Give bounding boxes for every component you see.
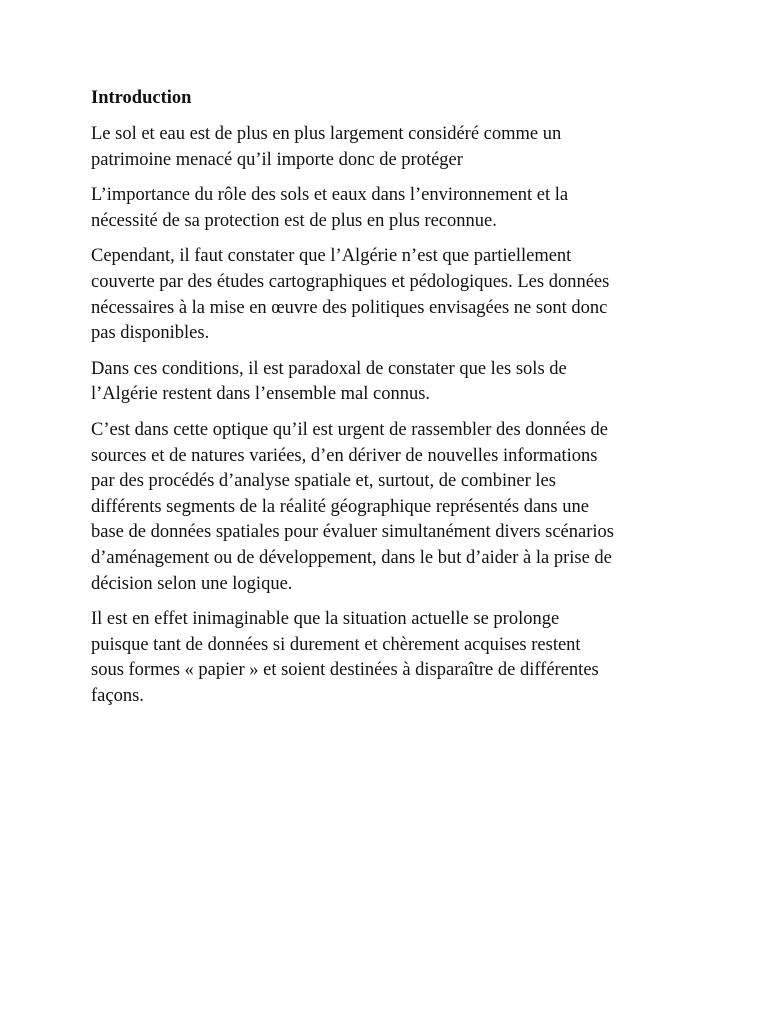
paragraph-line: différents segments de la réalité géographique représentés dans une: [91, 496, 589, 517]
paragraph-line: couverte par des études cartographiques et pédologiques. Les données: [91, 271, 610, 292]
document-body: [91, 86, 681, 719]
paragraph-line: sous formes « papier » et soient destinées à disparaître de différentes: [91, 660, 599, 681]
paragraph-line: l’Algérie restent dans l’ensemble mal connus.: [91, 384, 431, 405]
paragraph-line: sources et de natures variées, d’en dériver de nouvelles informations: [91, 445, 598, 466]
paragraph-line: nécessité de sa protection est de plus en plus reconnue.: [91, 210, 497, 231]
paragraph-line: décision selon une logique.: [91, 573, 293, 594]
paragraph-line: L’importance du rôle des sols et eaux dans l’environnement et la: [91, 185, 569, 206]
paragraph-line: base de données spatiales pour évaluer simultanément divers scénarios: [91, 522, 614, 543]
paragraph-line: Il est en effet inimaginable que la situation actuelle se prolonge: [91, 609, 560, 630]
section-heading: Introduction: [91, 88, 192, 108]
paragraph-3: [91, 244, 681, 346]
paragraph-line: Le sol et eau est de plus en plus largement considéré comme un: [91, 124, 562, 144]
paragraph-4: [91, 357, 681, 408]
paragraph-line: patrimoine menacé qu’il importe donc de protéger: [91, 149, 463, 170]
paragraph-line: pas disponibles.: [91, 323, 210, 344]
paragraph-line: puisque tant de données si durement et chèrement acquises restent: [91, 634, 581, 655]
paragraph-5: [91, 418, 681, 597]
paragraph-6: [91, 607, 681, 709]
paragraph-line: C’est dans cette optique qu’il est urgent de rassembler des données de: [91, 419, 608, 440]
paragraph-line: Cependant, il faut constater que l’Algérie n’est que partiellement: [91, 246, 572, 267]
paragraph-1: [91, 122, 681, 173]
paragraph-2: [91, 183, 681, 234]
paragraph-line: Dans ces conditions, il est paradoxal de constater que les sols de: [91, 358, 567, 379]
paragraph-line: par des procédés d’analyse spatiale et, surtout, de combiner les: [91, 471, 556, 492]
paragraph-line: façons.: [91, 685, 144, 706]
paragraph-line: d’aménagement ou de développement, dans le but d’aider à la prise de: [91, 547, 612, 568]
paragraph-line: nécessaires à la mise en œuvre des politiques envisagées ne sont donc: [91, 297, 608, 318]
